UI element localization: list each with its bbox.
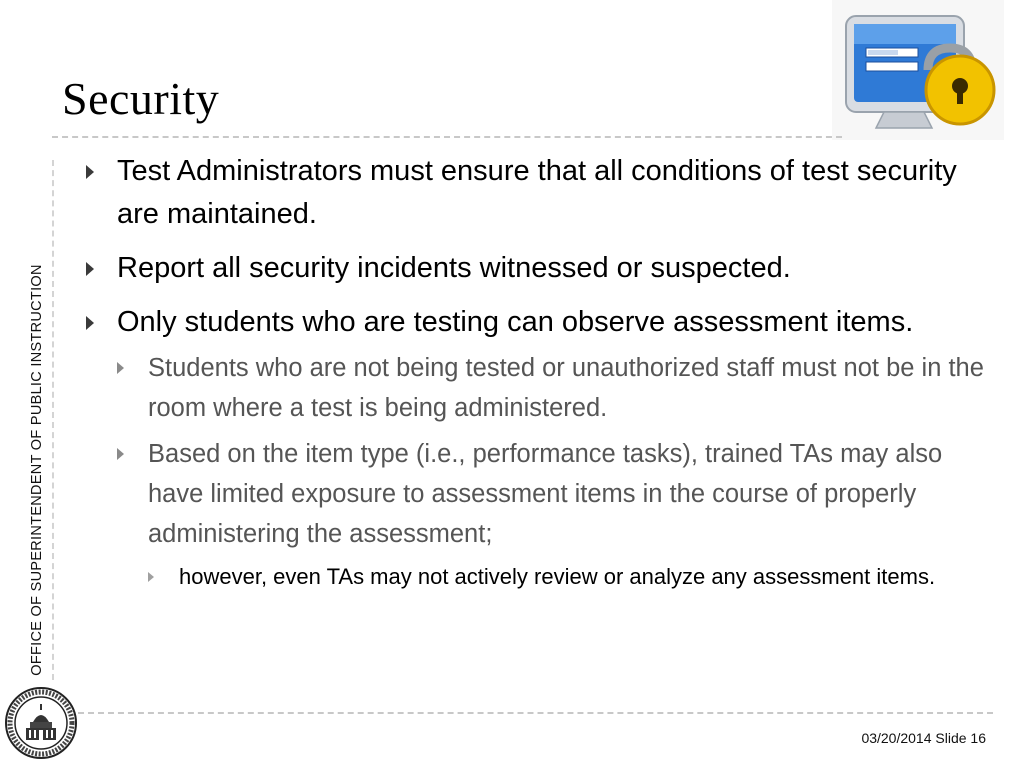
bullet-level1 (86, 247, 986, 290)
computer-lock-icon (832, 0, 1004, 140)
triangle-right-icon (117, 362, 124, 374)
bullet-text: Test Administrators must ensure that all conditions of test security are maintained. (117, 155, 957, 230)
top-divider (52, 136, 842, 138)
triangle-right-icon (86, 262, 94, 276)
bullet-level2 (117, 434, 986, 554)
bullet-level2 (117, 348, 986, 428)
bottom-divider (78, 712, 993, 714)
bullet-level1 (86, 301, 986, 344)
bullet-level3 (148, 560, 986, 594)
left-divider (52, 160, 54, 680)
triangle-right-icon (86, 165, 94, 179)
slide-footer: 03/20/2014 Slide 16 (861, 730, 986, 746)
bullet-level1 (86, 150, 986, 236)
side-organization-label: OFFICE OF SUPERINTENDENT OF PUBLIC INSTRUCTION (29, 264, 45, 676)
triangle-right-icon (117, 448, 124, 460)
state-seal-logo (4, 686, 78, 760)
bullet-text: Students who are not being tested or unauthorized staff must not be in the room where a test is being administered. (148, 354, 984, 422)
bullet-list (86, 150, 986, 594)
bullet-text: Report all security incidents witnessed or suspected. (117, 252, 791, 284)
triangle-right-icon (148, 572, 154, 582)
bullet-text: Only students who are testing can observe assessment items. (117, 306, 914, 338)
bullet-text: however, even TAs may not actively review or analyze any assessment items. (179, 564, 936, 589)
triangle-right-icon (86, 316, 94, 330)
bullet-text: Based on the item type (i.e., performance tasks), trained TAs may also have limited exposure to assessment items in the course of properly administering the assessment; (148, 440, 943, 548)
slide-title: Security (62, 73, 220, 124)
